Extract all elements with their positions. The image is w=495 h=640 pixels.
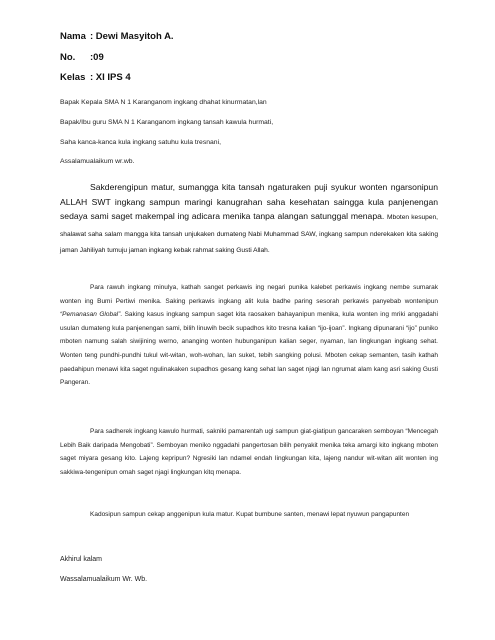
header-nama <box>60 31 174 42</box>
header-no <box>60 52 104 63</box>
greeting-line: Bapak/Ibu guru SMA N 1 Karanganom ingkang tansah kawula hurmati, <box>60 119 274 126</box>
paragraph-body-1 <box>60 281 438 390</box>
paragraph-body-2: Para sadherek ingkang kawulo hurmati, sakniki pamarentah ugi sampun giat-giatipun gancaraken semboyan “Mencegah Lebih Baik daripada Mengobati”. Semboyan meniko nggadahi pangertosan bilih penyakit menika teka amargi kito ingkang mboten saget miyara gesang kito. Lajeng kepripun? Ngresiki lan ndamel endah lingkungan kita, lajeng nandur wit-witan alit wonten ing sakkiwa-tengenipun omah saget njagi lingkungan kitq menapa. <box>60 428 438 476</box>
no-value: :09 <box>90 52 104 63</box>
paragraph-body-1-italic: “Pemanasan Global” <box>60 311 121 319</box>
header-kelas <box>60 72 131 83</box>
greeting-line: Bapak Kepala SMA N 1 Karanganom ingkang dhahat kinurmatan,lan <box>60 99 267 106</box>
paragraph-opening-small: Mboten kesupen, shalawat saha salam mangga kita tansah unjukaken dumateng Nabi Muhammad SAW, ingkang sampun nderekaken kita saking jaman Jahiliyah tumuju jaman ingkang kebak rahmat saking Gusti Allah. <box>60 214 439 254</box>
paragraph-body-1-b: . Saking kasus ingkang sampun saget kita raosaken bahayanipun menika, kula wonten ing mriki anggadahi usulan dumateng kula panjenengan sami, bilih linuwih becik supadhos kito tresna kalian “ijo-ijoan”. Ingkang dipunarani “ijo” puniko mboten namung salah siwijining werno, ananging wonten hubunganipun kalian seger, nyaman, lan lingkungan ingkang sehat. Wonten teng pundhi-pundhi tukul wit-witan, woh-wohan, lan suket, tebih sangking polusi. Mboten cekap semanten, tasih kathah paedahipun menawi kita saget ngulinakaken supadhos gesang kang sehat lan saget njagi lan ngrumat alam kang asri saking Gusti Pangeran. <box>60 311 438 387</box>
paragraph-opening <box>60 180 438 259</box>
greeting-line: Assalamualaikum wr.wb. <box>60 158 135 165</box>
kelas-label: Kelas <box>60 72 86 83</box>
kelas-value: : XI IPS 4 <box>90 72 131 83</box>
paragraph-opening-large: Sakderengipun matur, sumangga kita tansah ngaturaken puji syukur wonten ngarsonipun ALLAH SWT ingkang sampun maringi kanugrahan saha kesehatan saingga kula panjenengan sedaya sami saget makempal ing adicara menika tanpa alangan satunggal menapa. <box>60 182 438 221</box>
nama-label: Nama <box>60 31 86 42</box>
paragraph-body-1-a: Para rawuh ingkang minulya, kathah sanget perkawis ing negari punika kalebet perkawis ingkang nembe sumarak wonten ing Bumi Pertiwi menika. Saking perkawis ingkang alit kula badhe paring sesorah perkawis panyebab wontenipun <box>60 284 438 305</box>
closing-line-2: Wassalamualaikum Wr. Wb. <box>60 576 148 583</box>
nama-value: : Dewi Masyitoh A. <box>90 31 174 42</box>
paragraph-body-3: Kadosipun sampun cekap anggenipun kula matur. Kupat bumbune santen, menawi lepat nyuwun pangapunten <box>90 511 410 518</box>
closing-line-1: Akhirul kalam <box>60 556 103 563</box>
greeting-line: Saha kanca-kanca kula ingkang satuhu kula tresnani, <box>60 139 221 146</box>
no-label: No. <box>60 52 76 63</box>
